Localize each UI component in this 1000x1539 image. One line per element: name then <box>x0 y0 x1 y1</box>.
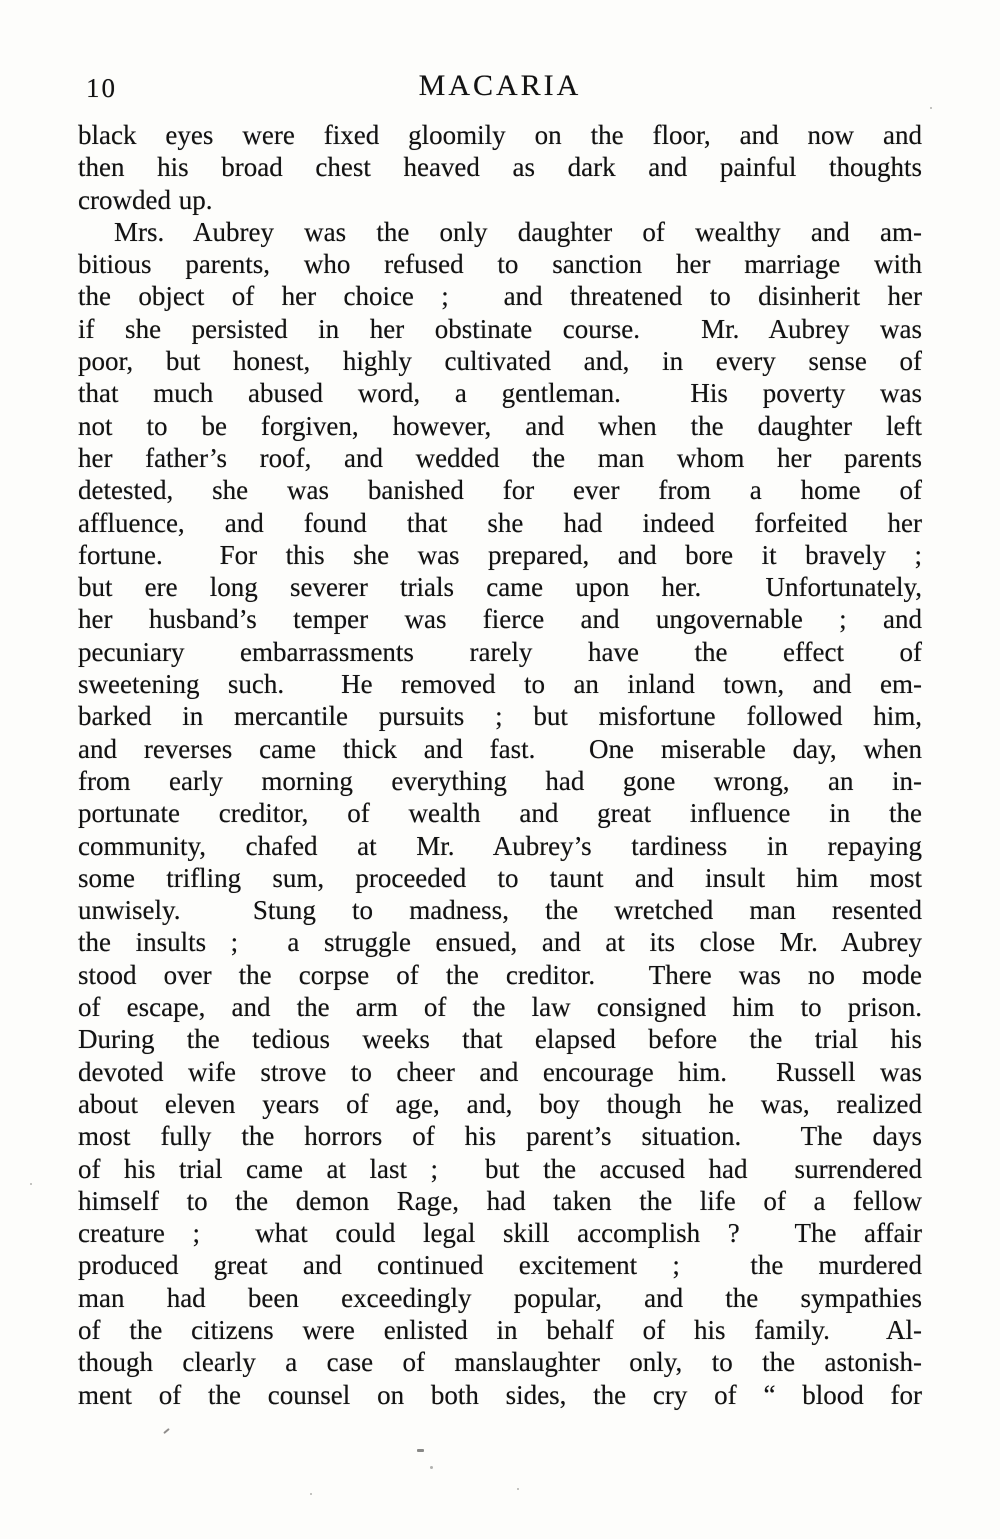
text-line: though clearly a case of manslaughter only, to the astonish- <box>78 1347 922 1378</box>
text-line: that much abused word, a gentleman. His poverty was <box>78 378 922 409</box>
text-line: community, chafed at Mr. Aubrey’s tardiness in repaying <box>78 830 922 861</box>
text-line: During the tedious weeks that elapsed before the trial his <box>78 1024 922 1055</box>
running-header <box>78 68 922 104</box>
text-line: some trifling sum, proceeded to taunt and insult him most <box>78 862 922 893</box>
text-line: himself to the demon Rage, had taken the life of a fellow <box>78 1185 922 1216</box>
text-line: creature ; what could legal skill accomplish ? The affair <box>78 1218 922 1249</box>
text-line: stood over the corpse of the creditor. There was no mode <box>78 959 922 990</box>
text-line: poor, but honest, highly cultivated and, in every sense of <box>78 346 922 377</box>
text-line: affluence, and found that she had indeed forfeited her <box>78 507 922 538</box>
text-line: portunate creditor, of wealth and great influence in the <box>78 798 922 829</box>
text-line: produced great and continued excitement ; the murdered <box>78 1250 922 1281</box>
scan-speck <box>430 1466 433 1469</box>
text-line: the insults ; a struggle ensued, and at its close Mr. Aubrey <box>78 927 922 958</box>
running-header-title: MACARIA <box>418 69 582 102</box>
text-line: man had been exceedingly popular, and the sympathies <box>78 1282 922 1313</box>
text-line: but ere long severer trials came upon her. Unfortunately, <box>78 572 922 603</box>
text-line: unwisely. Stung to madness, the wretched man resented <box>78 895 922 926</box>
scan-speck <box>417 1449 424 1452</box>
text-line: ment of the counsel on both sides, the cry of “ blood for <box>78 1379 922 1410</box>
text-line: if she persisted in her obstinate course. Mr. Aubrey was <box>78 313 922 344</box>
text-line: not to be forgiven, however, and when the daughter left <box>78 410 922 441</box>
text-line: crowded up. <box>78 184 213 215</box>
scan-speck <box>517 1488 519 1490</box>
text-line: barked in mercantile pursuits ; but misfortune followed him, <box>78 701 922 732</box>
text-line: her father’s roof, and wedded the man whom her parents <box>78 442 922 473</box>
text-line: sweetening such. He removed to an inland town, and em- <box>78 669 922 700</box>
scan-speck <box>310 1493 312 1495</box>
text-line: the object of her choice ; and threatened to disinherit her <box>78 281 922 312</box>
text-line: of the citizens were enlisted in behalf of his family. Al- <box>78 1314 922 1345</box>
scan-speck <box>163 1428 170 1434</box>
scan-speck <box>30 1183 32 1185</box>
text-line: fortune. For this she was prepared, and bore it bravely ; <box>78 539 922 570</box>
scan-speck <box>930 107 932 109</box>
text-line: Mrs. Aubrey was the only daughter of wealthy and am- <box>114 216 922 247</box>
text-line: detested, she was banished for ever from a home of <box>78 475 922 506</box>
text-line: pecuniary embarrassments rarely have the effect of <box>78 636 922 667</box>
text-line: most fully the horrors of his parent’s situation. The days <box>78 1121 922 1152</box>
text-line: then his broad chest heaved as dark and painful thoughts <box>78 152 922 183</box>
text-line: of his trial came at last ; but the accused had surrendered <box>78 1153 922 1184</box>
body-text <box>78 119 922 1411</box>
text-line: devoted wife strove to cheer and encourage him. Russell was <box>78 1056 922 1087</box>
text-line: bitious parents, who refused to sanction her marriage with <box>78 249 922 280</box>
text-line: black eyes were fixed gloomily on the floor, and now and <box>78 120 922 150</box>
text-line: and reverses came thick and fast. One miserable day, when <box>78 733 922 764</box>
text-line: of escape, and the arm of the law consigned him to prison. <box>78 992 922 1023</box>
text-line: about eleven years of age, and, boy though he was, realized <box>78 1088 922 1119</box>
text-line: from early morning everything had gone wrong, an in- <box>78 765 922 796</box>
text-line: her husband’s temper was fierce and ungovernable ; and <box>78 604 922 635</box>
page-number: 10 <box>86 73 117 103</box>
